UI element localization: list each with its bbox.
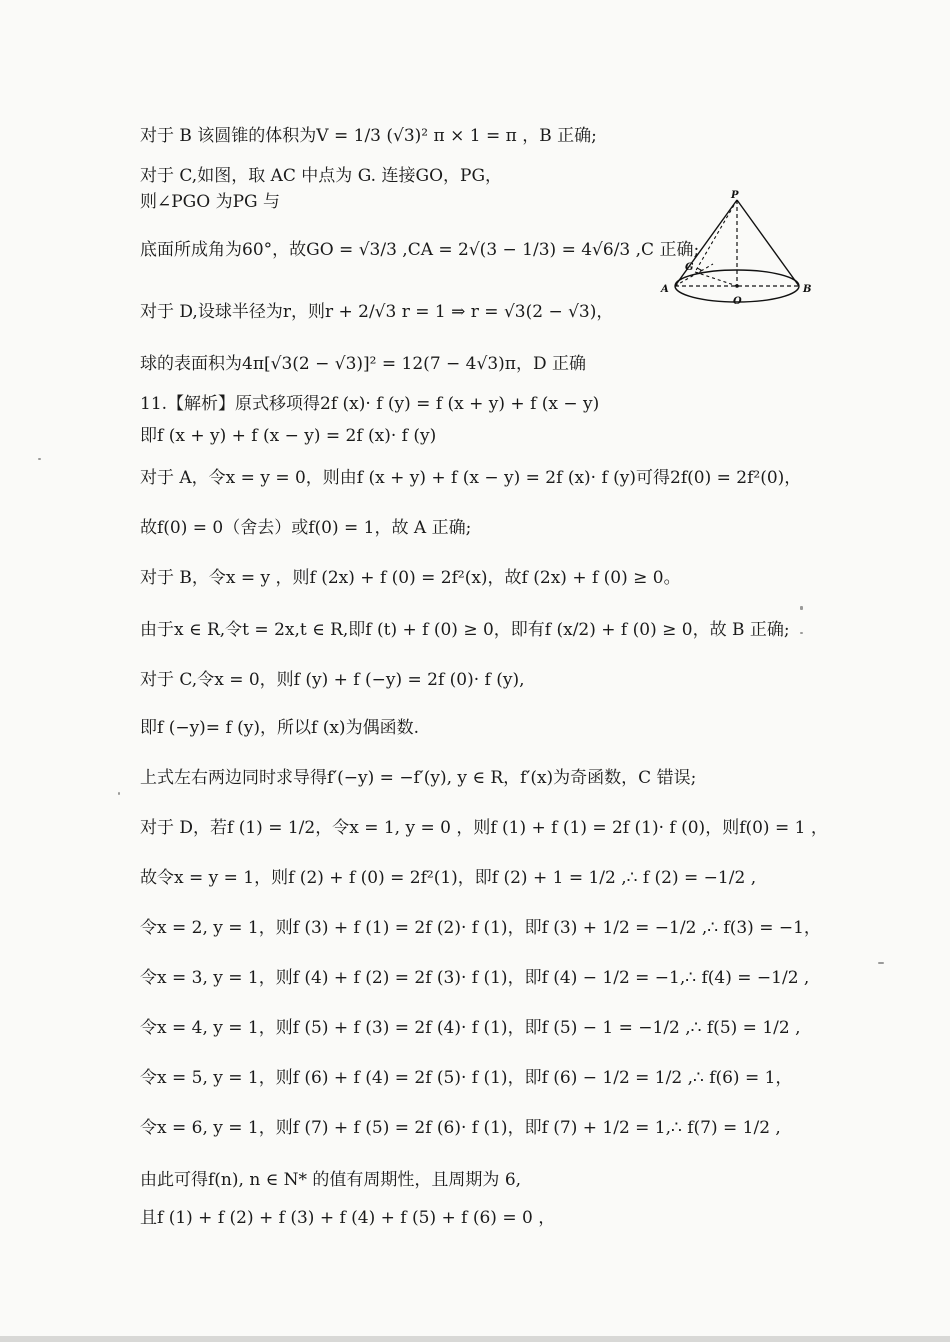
- line-13: 对于 C,令x = 0，则f (y) + f (−y) = 2f (0)· f (y),: [140, 670, 525, 690]
- scan-speck: [800, 606, 803, 610]
- scan-speck: [878, 962, 884, 964]
- line-23: 由此可得f(n), n ∈ N* 的值有周期性，且周期为 6,: [140, 1170, 522, 1190]
- line-8: 即f (x + y) + f (x − y) = 2f (x)· f (y): [140, 426, 437, 446]
- cone-side-right: [737, 200, 799, 286]
- line-9: 对于 A，令x = y = 0，则由f (x + y) + f (x − y) = 2f (x)· f (y)可得2f(0) = 2f²(0)，: [140, 468, 802, 488]
- label-b: B: [803, 284, 812, 295]
- label-p: P: [731, 190, 739, 201]
- cone-side-left: [675, 200, 737, 286]
- line-5: 对于 D,设球半径为r，则r + 2/√3 r = 1 ⇒ r = √3(2 − √3)，: [140, 302, 614, 322]
- line-21: 令x = 5, y = 1，则f (6) + f (4) = 2f (5)· f (1)，即f (6) − 1/2 = 1/2 ,∴ f(6) = 1，: [140, 1068, 793, 1088]
- line-19: 令x = 3, y = 1，则f (4) + f (2) = 2f (3)· f (1)，即f (4) − 1/2 = −1,∴ f(4) = −1/2 ,: [140, 968, 810, 988]
- line-16: 对于 D，若f (1) = 1/2，令x = 1, y = 0 ，则f (1) + f (1) = 2f (1)· f (0)，则f(0) = 1 ，: [140, 818, 828, 838]
- line-1: 对于 B 该圆锥的体积为V = 1/3 (√3)² π × 1 = π ，B 正确;: [140, 126, 597, 146]
- scan-speck: [800, 632, 803, 634]
- line-18: 令x = 2, y = 1，则f (3) + f (1) = 2f (2)· f (1)，即f (3) + 1/2 = −1/2 ,∴ f(3) = −1，: [140, 918, 821, 938]
- line-4: 底面所成角为60°，故GO = √3/3 ,CA = 2√(3 − 1/3) = 4√6/3 ,C 正确;: [140, 240, 700, 260]
- line-12: 由于x ∈ R,令t = 2x,t ∈ R,即f (t) + f (0) ≥ 0，即有f (x/2) + f (0) ≥ 0，故 B 正确;: [140, 620, 790, 640]
- label-o: O: [733, 296, 742, 307]
- cone-diagram: [655, 188, 815, 318]
- line-14: 即f (−y)= f (y)，所以f (x)为偶函数.: [140, 718, 419, 738]
- scan-speck: [38, 458, 41, 460]
- scan-bottom-edge: [0, 1336, 950, 1342]
- line-24: 且f (1) + f (2) + f (3) + f (4) + f (5) + f (6) = 0 ，: [140, 1208, 556, 1228]
- segment-go: [695, 272, 737, 286]
- line-3: 则∠PGO 为PG 与: [140, 192, 281, 212]
- segment-pg: [695, 200, 737, 272]
- line-11: 对于 B，令x = y ，则f (2x) + f (0) = 2f²(x)，故f (2x) + f (0) ≥ 0。: [140, 568, 681, 588]
- line-10: 故f(0) = 0（舍去）或f(0) = 1，故 A 正确;: [140, 518, 472, 538]
- point-o: [735, 284, 739, 288]
- line-2: 对于 C,如图，取 AC 中点为 G. 连接GO，PG，: [140, 166, 503, 186]
- scan-speck: [118, 792, 120, 795]
- line-20: 令x = 4, y = 1，则f (5) + f (3) = 2f (4)· f (1)，即f (5) − 1 = −1/2 ,∴ f(5) = 1/2 ,: [140, 1018, 801, 1038]
- label-a: A: [661, 284, 669, 295]
- line-15: 上式左右两边同时求导得f′(−y) = −f′(y), y ∈ R，f′(x)为奇函数，C 错误;: [140, 768, 697, 788]
- label-g: G: [685, 262, 694, 273]
- line-6: 球的表面积为4π[√3(2 − √3)]² = 12(7 − 4√3)π，D 正确: [140, 354, 586, 374]
- line-17: 故令x = y = 1，则f (2) + f (0) = 2f²(1)，即f (2) + 1 = 1/2 ,∴ f (2) = −1/2 ,: [140, 868, 757, 888]
- line-7: 11.【解析】原式移项得2f (x)· f (y) = f (x + y) + f (x − y): [140, 394, 600, 414]
- line-22: 令x = 6, y = 1，则f (7) + f (5) = 2f (6)· f (1)，即f (7) + 1/2 = 1,∴ f(7) = 1/2 ,: [140, 1118, 781, 1138]
